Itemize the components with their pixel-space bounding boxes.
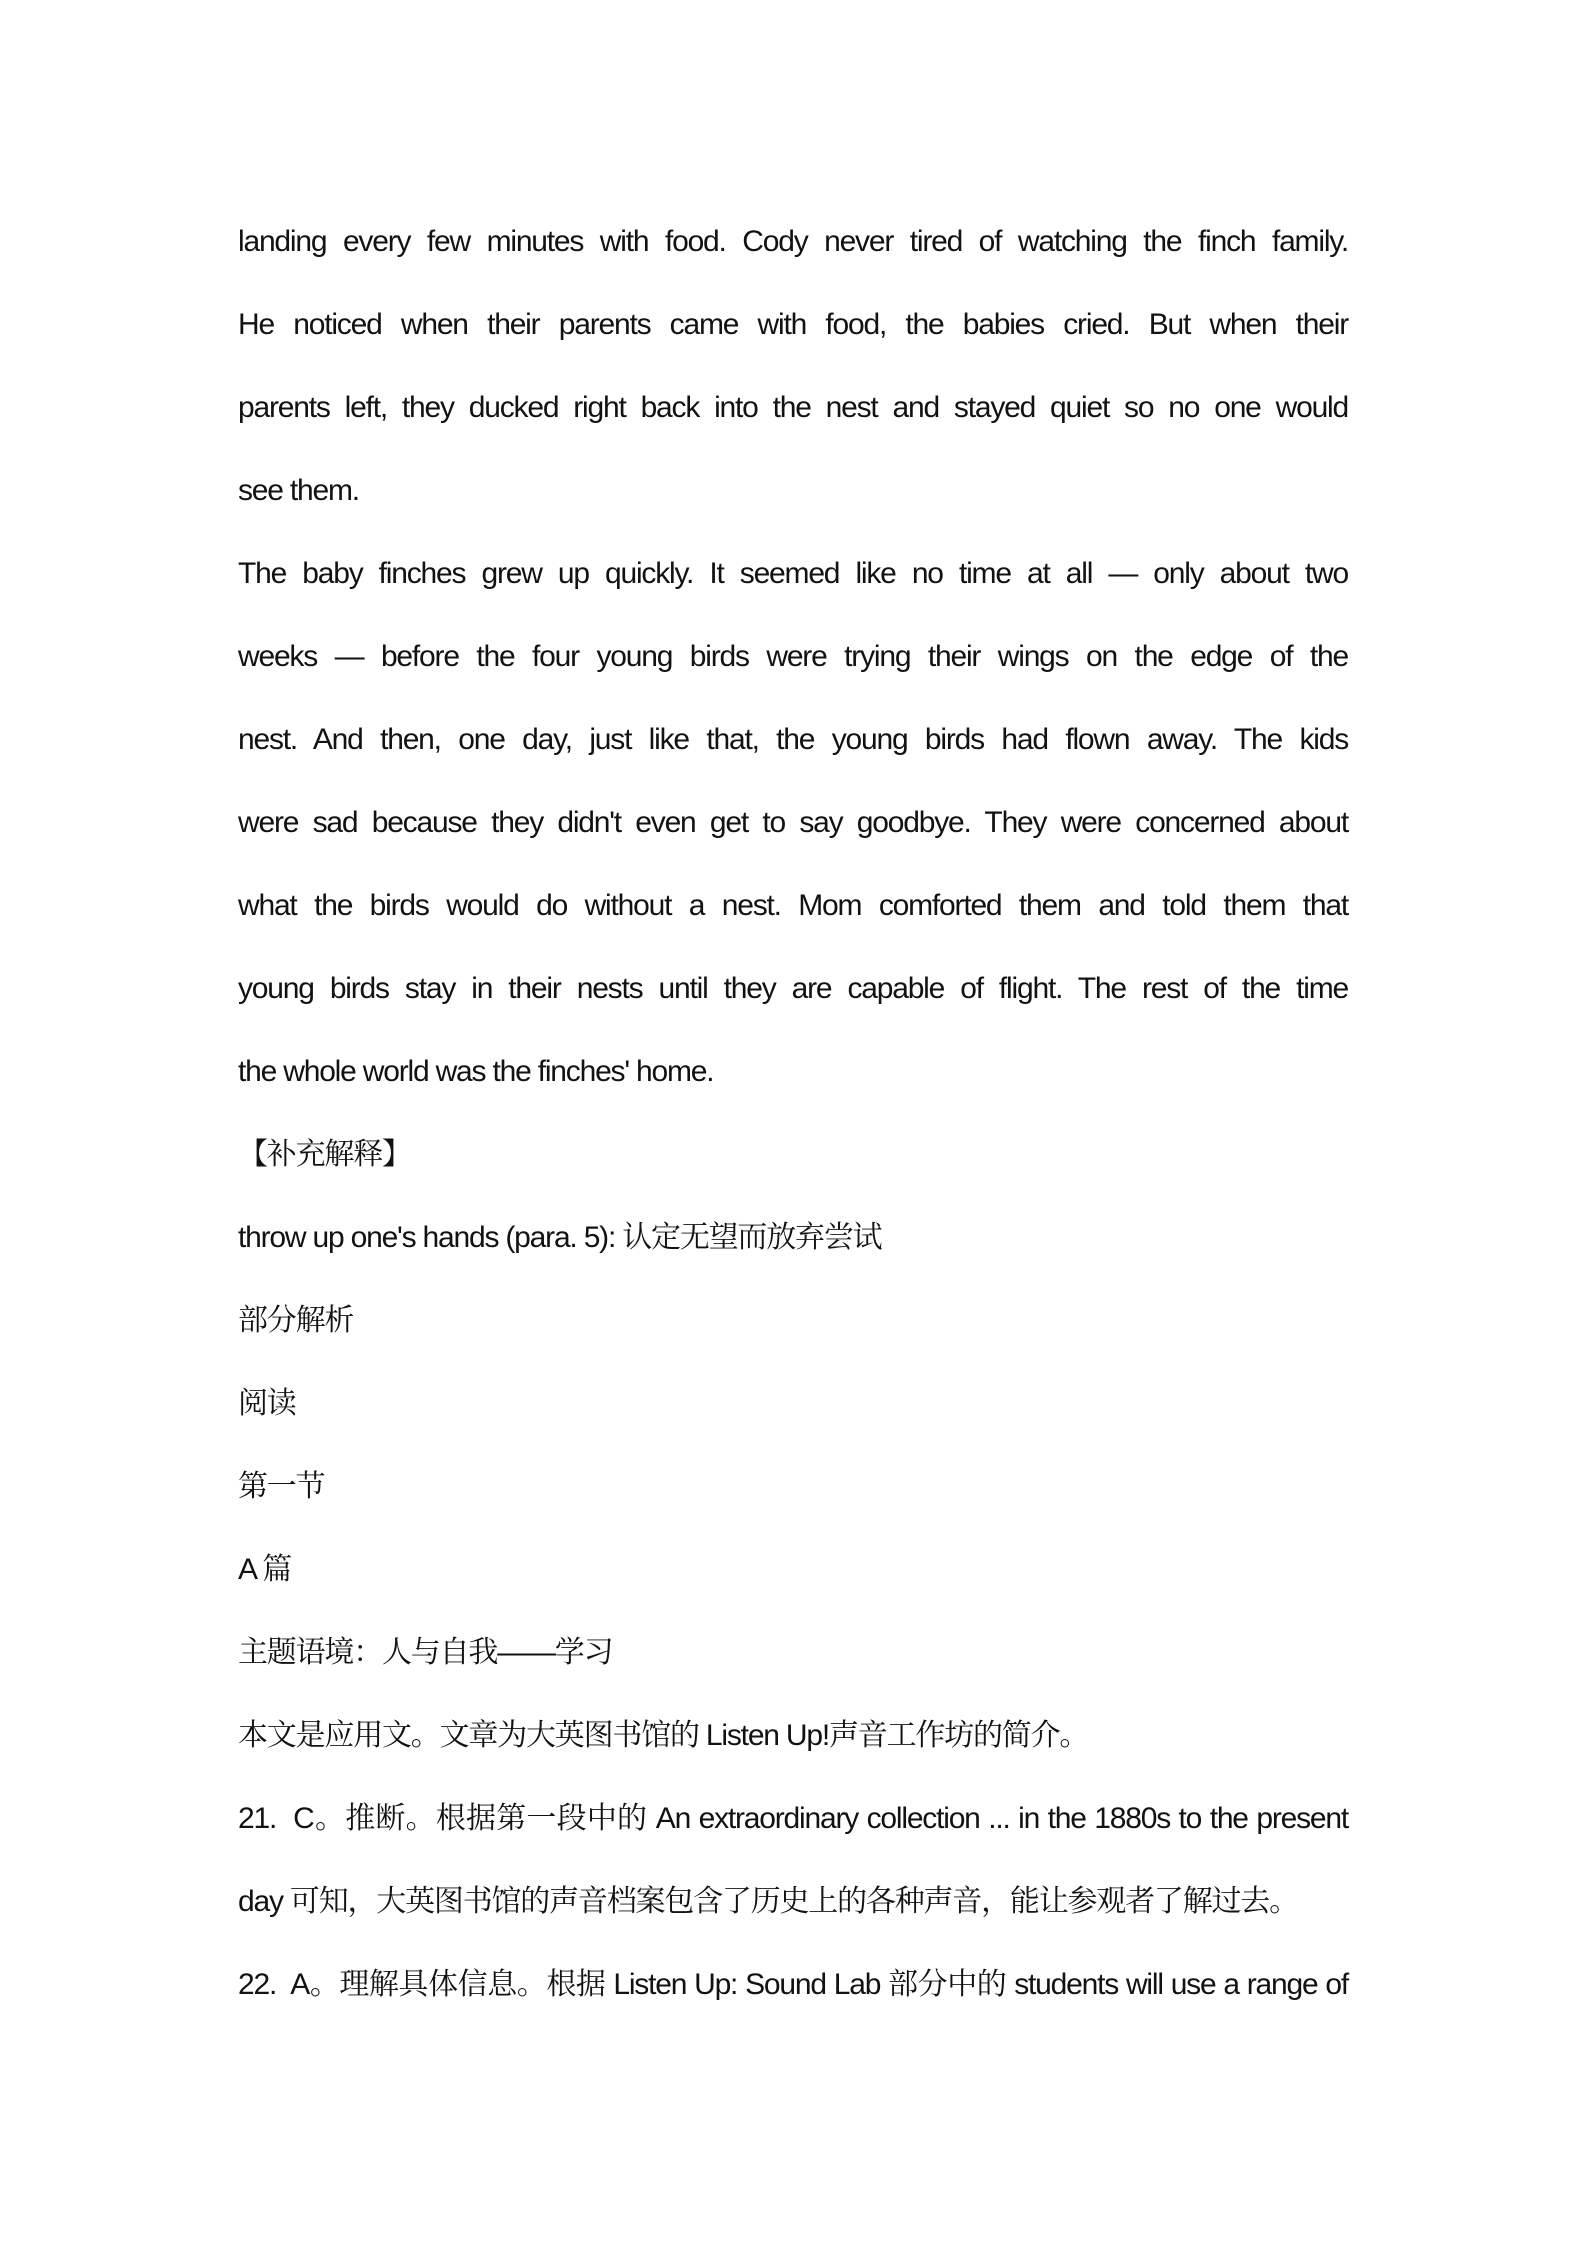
passage-line: young birds stay in their nests until they are capable of flight. The rest of the time xyxy=(238,972,1348,1005)
passage-line: the whole world was the finches' home. xyxy=(238,1055,714,1088)
theme-context-line: 主题语境：人与自我——学习 xyxy=(238,1636,613,1669)
passage-line: were sad because they didn't even get to say goodbye. They were concerned about xyxy=(238,806,1348,839)
passage-line: nest. And then, one day, just like that, the young birds had flown away. The kids xyxy=(238,723,1348,756)
question-22-analysis-line: 22. A。理解具体信息。根据 Listen Up: Sound Lab 部分中的 students will use a range of xyxy=(238,1968,1348,2001)
phrase-explanation-line: throw up one's hands (para. 5): 认定无望而放弃尝试 xyxy=(238,1221,882,1254)
passage-line: He noticed when their parents came with food, the babies cried. But when their xyxy=(238,308,1348,341)
passage-line: see them. xyxy=(238,474,359,507)
passage-line: weeks — before the four young birds were trying their wings on the edge of the xyxy=(238,640,1348,673)
passage-line: parents left, they ducked right back into the nest and stayed quiet so no one would xyxy=(238,391,1348,424)
question-21-analysis-line: 21. C。推断。根据第一段中的 An extraordinary collection ... in the 1880s to the present xyxy=(238,1802,1348,1835)
section-title-reading: 阅读 xyxy=(238,1387,296,1420)
passage-line: what the birds would do without a nest. Mom comforted them and told them that xyxy=(238,889,1348,922)
section-title-partial-analysis: 部分解析 xyxy=(238,1304,354,1337)
question-21-analysis-line: day 可知，大英图书馆的声音档案包含了历史上的各种声音，能让参观者了解过去。 xyxy=(238,1885,1298,1918)
passage-line: The baby finches grew up quickly. It seemed like no time at all — only about two xyxy=(238,557,1348,590)
section-title-part-one: 第一节 xyxy=(238,1470,325,1503)
passage-line: landing every few minutes with food. Cody never tired of watching the finch family. xyxy=(238,225,1348,258)
section-title-passage-a: A 篇 xyxy=(238,1553,292,1586)
passage-intro-line: 本文是应用文。文章为大英图书馆的 Listen Up!声音工作坊的简介。 xyxy=(238,1719,1089,1752)
supplement-notes-heading: 【补充解释】 xyxy=(238,1138,411,1171)
